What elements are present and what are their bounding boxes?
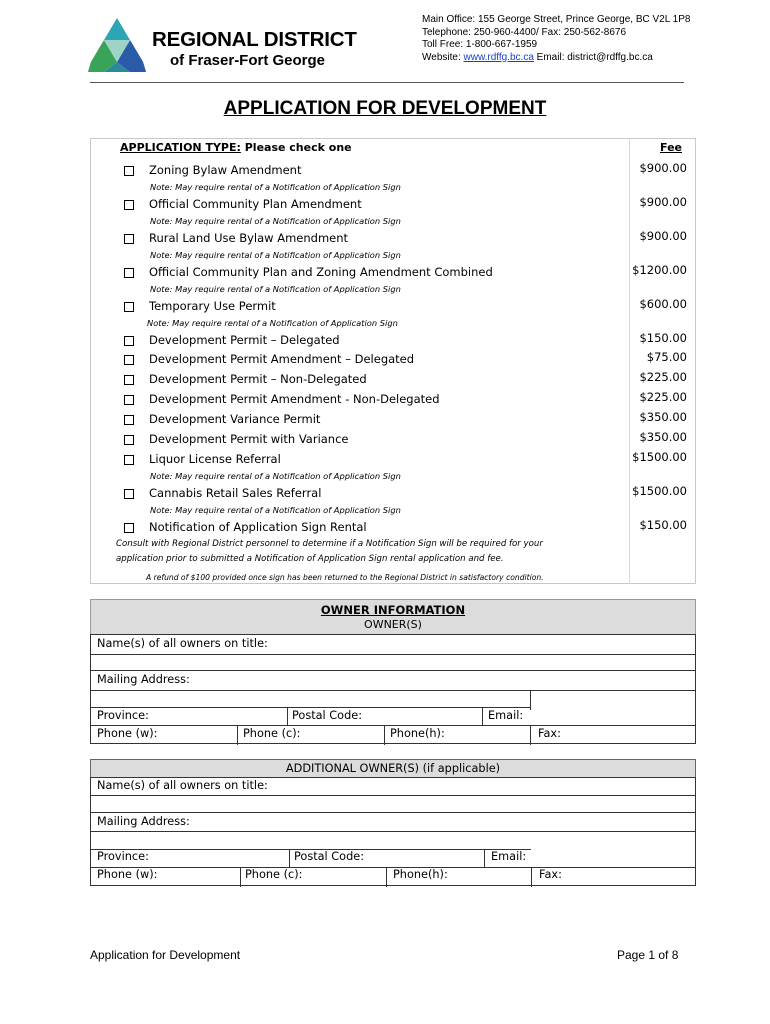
item-note: Note: May require rental of a Notification of Application Sign: [150, 182, 401, 192]
additional-postal-label: Postal Code:: [294, 850, 365, 863]
header-divider: [90, 82, 684, 83]
additional-province-label: Province:: [97, 850, 149, 863]
item-note: Note: May require rental of a Notification of Application Sign: [150, 216, 401, 226]
col-divider: [384, 725, 385, 745]
checkbox-dp-non-delegated[interactable]: [124, 375, 134, 385]
item-label: Development Permit Amendment - Non-Delegated: [149, 392, 440, 406]
item-note: Note: May require rental of a Notification of Application Sign: [150, 505, 401, 515]
row-divider: [91, 725, 695, 726]
item-label: Official Community Plan Amendment: [149, 197, 362, 211]
additional-owner-title: ADDITIONAL OWNER(S) (if applicable): [285, 762, 501, 775]
item-note: Note: May require rental of a Notification of Application Sign: [150, 284, 401, 294]
sign-note-line2: application prior to submitted a Notification of Application Sign rental application and fee.: [116, 554, 504, 564]
application-item-ocp-zoning: [0, 265, 770, 283]
fee-header: Fee: [660, 141, 682, 154]
checkbox-cannabis[interactable]: [124, 489, 134, 499]
item-note: Note: May require rental of a Notification of Application Sign: [150, 250, 401, 260]
owner-form-table: [90, 634, 696, 744]
item-label: Development Permit with Variance: [149, 432, 349, 446]
item-label: Development Permit Amendment – Delegated: [149, 352, 415, 366]
application-item-temporary-use: [0, 299, 770, 317]
checkbox-dp-variance[interactable]: [124, 435, 134, 445]
application-item-dp-delegated: [0, 333, 770, 351]
col-divider: [530, 725, 531, 745]
checkbox-zoning[interactable]: [124, 166, 134, 176]
item-fee: $150.00: [639, 331, 687, 345]
item-label: Development Permit – Delegated: [149, 333, 340, 347]
item-label: Zoning Bylaw Amendment: [149, 163, 302, 177]
checkbox-dp-delegated[interactable]: [124, 336, 134, 346]
row-divider: [91, 831, 695, 832]
owner-phone-c-label: Phone (c):: [243, 727, 301, 740]
owner-phone-w-label: Phone (w):: [97, 727, 158, 740]
checkbox-temporary-use[interactable]: [124, 302, 134, 312]
item-note: Note: May require rental of a Notification of Application Sign: [150, 471, 401, 481]
item-label: Official Community Plan and Zoning Amendment Combined: [149, 265, 493, 279]
application-item-sign-rental: [0, 520, 770, 538]
owner-subtitle: OWNER(S): [364, 618, 422, 631]
footer-document-title: Application for Development: [90, 948, 241, 962]
additional-phone-w-label: Phone (w):: [97, 868, 158, 881]
regional-district-logo: [86, 16, 148, 74]
item-fee: $1500.00: [632, 484, 687, 498]
refund-note: A refund of $100 provided once sign has been returned to the Regional District in satisfactory condition.: [146, 573, 544, 582]
row-divider: [91, 812, 695, 813]
application-item-ocp: [0, 197, 770, 215]
application-item-dp-variance: [0, 432, 770, 450]
item-fee: $150.00: [639, 518, 687, 532]
additional-mailing-label: Mailing Address:: [97, 815, 190, 828]
application-type-header: [120, 141, 352, 154]
checkbox-ocp[interactable]: [124, 200, 134, 210]
owner-section-title: OWNER INFORMATION: [320, 603, 466, 617]
item-label: Development Variance Permit: [149, 412, 321, 426]
page-title: [0, 98, 770, 120]
application-item-dp-amend-delegated: [0, 352, 770, 370]
org-name-line2: of Fraser-Fort George: [170, 52, 326, 69]
sign-note-line1: Consult with Regional District personnel to determine if a Notification Sign will be required for your: [116, 539, 543, 549]
org-name-line1: REGIONAL DISTRICT: [152, 28, 357, 51]
owner-phone-h-label: Phone(h):: [390, 727, 445, 740]
col-divider: [289, 849, 290, 867]
checkbox-ocp-zoning[interactable]: [124, 268, 134, 278]
contact-web-email: [422, 52, 690, 65]
checkbox-dvp[interactable]: [124, 415, 134, 425]
application-item-dvp: [0, 412, 770, 430]
owner-province-label: Province:: [97, 709, 149, 722]
owner-section-header: [90, 599, 696, 635]
item-fee: $350.00: [639, 410, 687, 424]
additional-owner-header: [90, 759, 696, 778]
page-title-text: APPLICATION FOR DEVELOPMENT: [223, 98, 547, 119]
checkbox-dp-amend-delegated[interactable]: [124, 355, 134, 365]
owner-names-label: Name(s) of all owners on title:: [97, 637, 268, 650]
additional-phone-h-label: Phone(h):: [393, 868, 448, 881]
row-divider: [91, 707, 530, 708]
item-fee: $600.00: [639, 297, 687, 311]
item-fee: $75.00: [646, 350, 687, 364]
checkbox-sign-rental[interactable]: [124, 523, 134, 533]
row-divider: [91, 654, 695, 655]
owner-postal-label: Postal Code:: [292, 709, 363, 722]
row-divider: [91, 690, 695, 691]
col-divider: [240, 867, 241, 887]
owner-fax-label: Fax:: [538, 727, 561, 740]
col-divider: [484, 849, 485, 867]
contact-toll-free: Toll Free: 1-800-667-1959: [422, 39, 538, 50]
owner-mailing-label: Mailing Address:: [97, 673, 190, 686]
item-label: Rural Land Use Bylaw Amendment: [149, 231, 349, 245]
checkbox-rural-land[interactable]: [124, 234, 134, 244]
col-divider: [531, 867, 532, 887]
application-type-label: APPLICATION TYPE:: [120, 141, 241, 154]
item-label: Cannabis Retail Sales Referral: [149, 486, 322, 500]
application-item-zoning: [0, 163, 770, 181]
item-label: Liquor License Referral: [149, 452, 281, 466]
website-prefix: Website:: [422, 51, 464, 63]
col-divider: [287, 707, 288, 725]
item-note: Note: May require rental of a Notification of Application Sign: [147, 318, 398, 328]
application-item-dp-non-delegated: [0, 372, 770, 390]
item-label: Notification of Application Sign Rental: [149, 520, 367, 534]
additional-email-label: Email:: [491, 850, 527, 863]
application-item-liquor: [0, 452, 770, 470]
application-item-rural-land: [0, 231, 770, 249]
item-label: Temporary Use Permit: [149, 299, 276, 313]
col-divider: [386, 867, 387, 887]
footer-page-number: Page 1 of 8: [617, 948, 679, 962]
additional-names-label: Name(s) of all owners on title:: [97, 779, 268, 792]
checkbox-dp-amend-non-delegated[interactable]: [124, 395, 134, 405]
additional-fax-label: Fax:: [539, 868, 562, 881]
item-fee: $350.00: [639, 430, 687, 444]
contact-address: Main Office: 155 George Street, Prince George, BC V2L 1P8: [422, 14, 691, 25]
item-fee: $900.00: [639, 195, 687, 209]
item-fee: $1500.00: [632, 450, 687, 464]
item-label: Development Permit – Non-Delegated: [149, 372, 367, 386]
col-divider: [237, 725, 238, 745]
row-divider: [91, 670, 695, 671]
application-item-dp-amend-non-delegated: [0, 392, 770, 410]
email-text: Email: district@rdffg.bc.ca: [533, 51, 653, 63]
additional-owner-form-table: [90, 777, 696, 886]
checkbox-liquor[interactable]: [124, 455, 134, 465]
item-fee: $900.00: [639, 161, 687, 175]
item-fee: $1200.00: [632, 263, 687, 277]
contact-block: [422, 14, 690, 64]
col-divider: [530, 690, 531, 710]
additional-phone-c-label: Phone (c):: [245, 868, 303, 881]
application-item-cannabis: [0, 486, 770, 504]
contact-telephone: Telephone: 250-960-4400/ Fax: 250-562-8676: [422, 26, 627, 38]
application-type-hint: Please check one: [240, 141, 352, 154]
item-fee: $900.00: [639, 229, 687, 243]
item-fee: $225.00: [639, 390, 687, 404]
item-fee: $225.00: [639, 370, 687, 384]
owner-email-label: Email:: [488, 709, 524, 722]
website-link[interactable]: www.rdffg.bc.ca: [463, 51, 534, 63]
row-divider: [91, 795, 695, 796]
col-divider: [482, 707, 483, 725]
